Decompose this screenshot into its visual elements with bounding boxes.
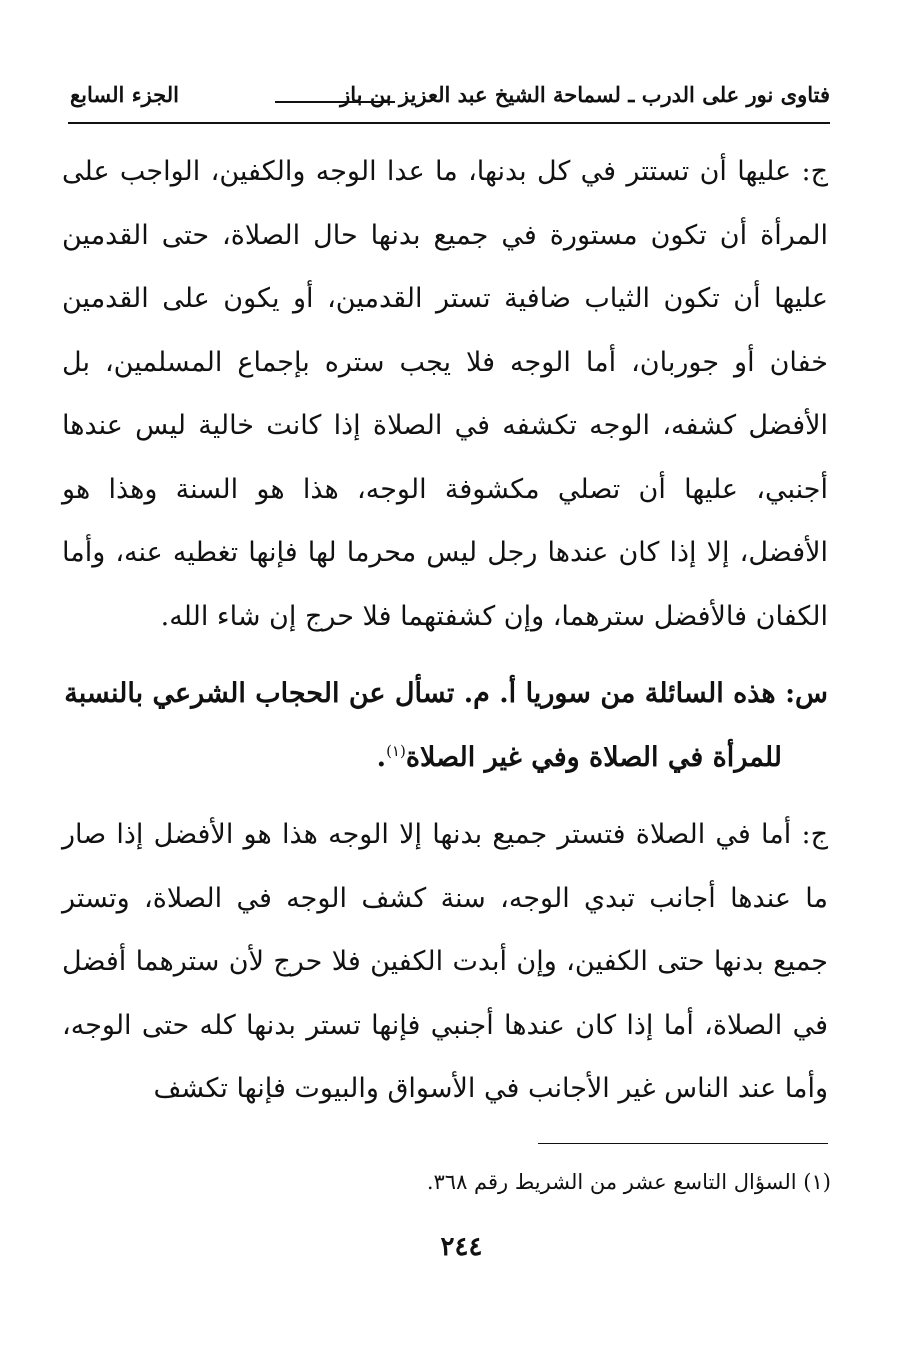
answer-paragraph-2: ج: أما في الصلاة فتستر جميع بدنها إلا الوجه هذا هو الأفضل إذا صار ما عندها أجانب تبدي الوجه، سنة كشف الوجه في الصلاة، وتستر جميع بدنها حتى الكفين، وإن أبدت الكفين فلا حرج لأن سترهما أفضل في الصلاة، أما إذا كان عندها أجنبي فإنها تستر بدنها كله حتى الوجه، وأما عند الناس غير الأجانب في الأسواق والبيوت فإنها تكشف [62, 819, 828, 1104]
answer-paragraph-1: ج: عليها أن تستتر في كل بدنها، ما عدا الوجه والكفين، الواجب على المرأة أن تكون مستورة في جميع بدنها حال الصلاة، حتى القدمين عليها أن تكون الثياب ضافية تستر القدمين، أو يكون على القدمين خفان أو جوربان، أما الوجه فلا يجب ستره بإجماع المسلمين، بل الأفضل كشفه، الوجه تكشفه في الصلاة إذا كانت خالية ليس عندها أجنبي، عليها أن تصلي مكشوفة الوجه، هذا هو السنة وهذا هو الأفضل، إلا إذا كان عندها رجل ليس محرما لها فإنها تغطيه عنه، وأما الكفان فالأفضل سترهما، وإن كشفتهما فلا حرج إن شاء الله. [62, 156, 828, 632]
question-line-1: س: هذه السائلة من سوريا أ. م. تسأل عن الحجاب الشرعي بالنسبة [64, 678, 828, 709]
header-dash-rule [275, 101, 395, 103]
footnote: (١) السؤال التاسع عشر من الشريط رقم ٣٦٨. [426, 1170, 831, 1194]
running-header [70, 78, 830, 112]
question-line-2: للمرأة في الصلاة وفي غير الصلاة [405, 741, 782, 773]
header-divider [68, 122, 830, 124]
body-text [62, 140, 828, 1121]
book-title: فتاوى نور على الدرب ـ لسماحة الشيخ عبد العزيز بن باز [340, 82, 830, 107]
question-paragraph [62, 662, 828, 789]
footnote-reference: (١) [386, 741, 406, 760]
page-number: ٢٤٤ [440, 1232, 483, 1262]
question-line-2-wrap [62, 726, 828, 790]
volume-label: الجزء السابع [70, 82, 179, 107]
question-end-mark: . [376, 741, 387, 773]
footnote-divider [538, 1143, 828, 1144]
